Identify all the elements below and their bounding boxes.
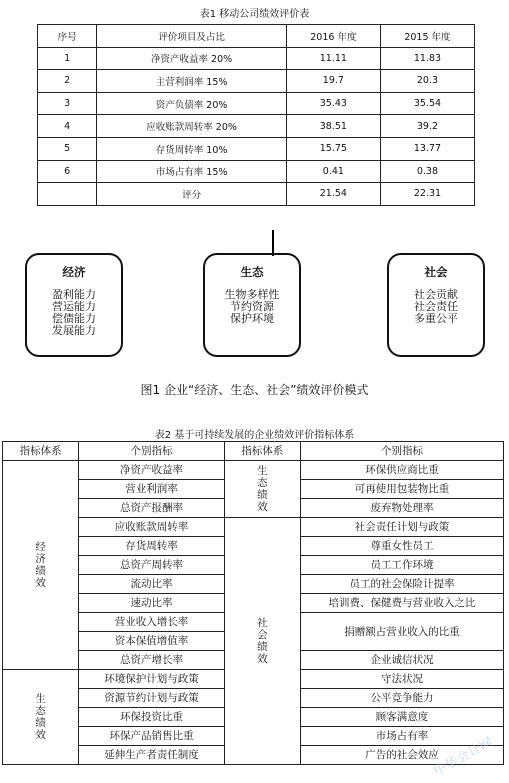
header-cell: 评价项目及占比 [97,25,287,48]
indicator-cell: 尊重女性员工 [301,537,504,556]
indicator-cell: 顾客满意度 [301,708,504,727]
score-row [38,183,475,206]
box-item: 盈利能力 [52,288,96,301]
table-row [38,137,475,160]
table-header-row [38,25,475,48]
box-title: 经济 [62,265,86,279]
row-item: 市场占有率 15% [97,160,287,183]
table-row [3,461,504,480]
row-index: 4 [38,115,97,138]
header-cell: 指标体系 [3,442,79,461]
box-item: 保护环境 [230,312,274,325]
group-label-ecology-right [224,461,300,518]
box-item: 社会贡献 [414,288,458,301]
row-index: 2 [38,70,97,93]
society-box [387,253,485,357]
performance-table [37,24,475,206]
indicator-cell: 市场占有率 [301,727,504,746]
row-value-2016: 11.11 [286,47,380,70]
box-item: 偿债能力 [52,312,96,325]
indicator-cell: 存货周转率 [79,537,224,556]
header-cell: 2015 年度 [380,25,474,48]
row-item: 应收账款周转率 20% [97,115,287,138]
indicator-cell: 环保供应商比重 [301,461,504,480]
group-label-text: 社 会 绩 效 [257,617,268,665]
row-value-2015: 13.77 [380,137,474,160]
indicator-cell: 资源节约计划与政策 [79,689,224,708]
table-row [38,70,475,93]
indicator-cell: 流动比率 [79,575,224,594]
indicator-cell: 营业收入增长率 [79,613,224,632]
indicator-cell: 营业利润率 [79,480,224,499]
score-label: 评分 [97,183,287,206]
header-cell: 2016 年度 [286,25,380,48]
row-item: 主营利润率 15% [97,70,287,93]
indicator-cell: 员工的社会保险计提率 [301,575,504,594]
table-row [38,160,475,183]
ecology-box [203,253,301,357]
box-item: 节约资源 [230,300,274,313]
box-title: 社会 [424,265,448,279]
box-item: 发展能力 [52,324,96,337]
row-item: 净资产收益率 20% [97,47,287,70]
indicator-cell: 总资产增长率 [79,651,224,670]
group-label-economy [3,461,79,670]
row-value-2016: 19.7 [286,70,380,93]
score-empty [38,183,97,206]
indicator-cell: 总资产周转率 [79,556,224,575]
indicator-cell: 公平竞争能力 [301,689,504,708]
row-value-2015: 35.54 [380,92,474,115]
row-value-2015: 11.83 [380,47,474,70]
table-row [38,47,475,70]
table-row [38,115,475,138]
economy-box [25,253,123,357]
indicator-cell: 废弃物处理率 [301,499,504,518]
row-value-2015: 39.2 [380,115,474,138]
score-2015: 22.31 [380,183,474,206]
indicator-cell: 培训费、保健费与营业收入之比 [301,594,504,613]
indicator-cell: 环保投资比重 [79,708,224,727]
group-label-text: 生 态 绩 效 [257,465,268,513]
row-value-2015: 20.3 [380,70,474,93]
indicator-cell: 环保产品销售比重 [79,727,224,746]
indicator-table [2,441,504,765]
indicator-cell: 员工工作环境 [301,556,504,575]
header-cell: 个别指标 [79,442,224,461]
indicator-cell: 应收账款周转率 [79,518,224,537]
indicator-cell: 速动比率 [79,594,224,613]
indicator-cell: 环境保护计划与政策 [79,670,224,689]
indicator-cell: 守法状况 [301,670,504,689]
box-item: 多重公平 [414,312,458,325]
figure-caption: 图1 企业“经济、生态、社会”绩效评价模式 [140,383,369,397]
row-value-2016: 0.41 [286,160,380,183]
indicator-cell: 可再使用包装物比重 [301,480,504,499]
row-item: 存货周转率 10% [97,137,287,160]
row-value-2016: 38.51 [286,115,380,138]
row-index: 5 [38,137,97,160]
indicator-cell: 总资产报酬率 [79,499,224,518]
row-index: 3 [38,92,97,115]
box-title: 生态 [240,265,264,279]
watermark: 中华会计网 [431,735,496,780]
row-index: 6 [38,160,97,183]
table-header-row [3,442,504,461]
row-value-2016: 35.43 [286,92,380,115]
group-label-ecology-left [3,670,79,765]
table-row [38,92,475,115]
score-2016: 21.54 [286,183,380,206]
header-cell: 序号 [38,25,97,48]
header-cell: 个别指标 [301,442,504,461]
indicator-cell: 企业诚信状况 [301,651,504,670]
indicator-cell: 广告的社会效应 [301,746,504,765]
header-cell: 指标体系 [224,442,300,461]
table2-title: 表2 基于可持续发展的企业绩效评价指标体系 [154,430,355,441]
indicator-cell: 社会责任计划与政策 [301,518,504,537]
row-item: 资产负债率 20% [97,92,287,115]
row-value-2016: 15.75 [286,137,380,160]
group-label-society [224,518,300,765]
row-index: 1 [38,47,97,70]
indicator-cell: 捐赠额占营业收入的比重 [301,613,504,651]
indicator-cell: 净资产收益率 [79,461,224,480]
group-label-text: 生 态 绩 效 [35,693,46,741]
box-item: 社会责任 [414,300,458,313]
table1-title: 表1 移动公司绩效评价表 [199,9,310,20]
group-label-text: 经 济 绩 效 [35,541,46,589]
box-item: 营运能力 [52,300,96,313]
box-item: 生物多样性 [224,288,280,301]
indicator-cell: 延伸生产者责任制度 [79,746,224,765]
indicator-cell: 资本保值增值率 [79,632,224,651]
row-value-2015: 0.38 [380,160,474,183]
